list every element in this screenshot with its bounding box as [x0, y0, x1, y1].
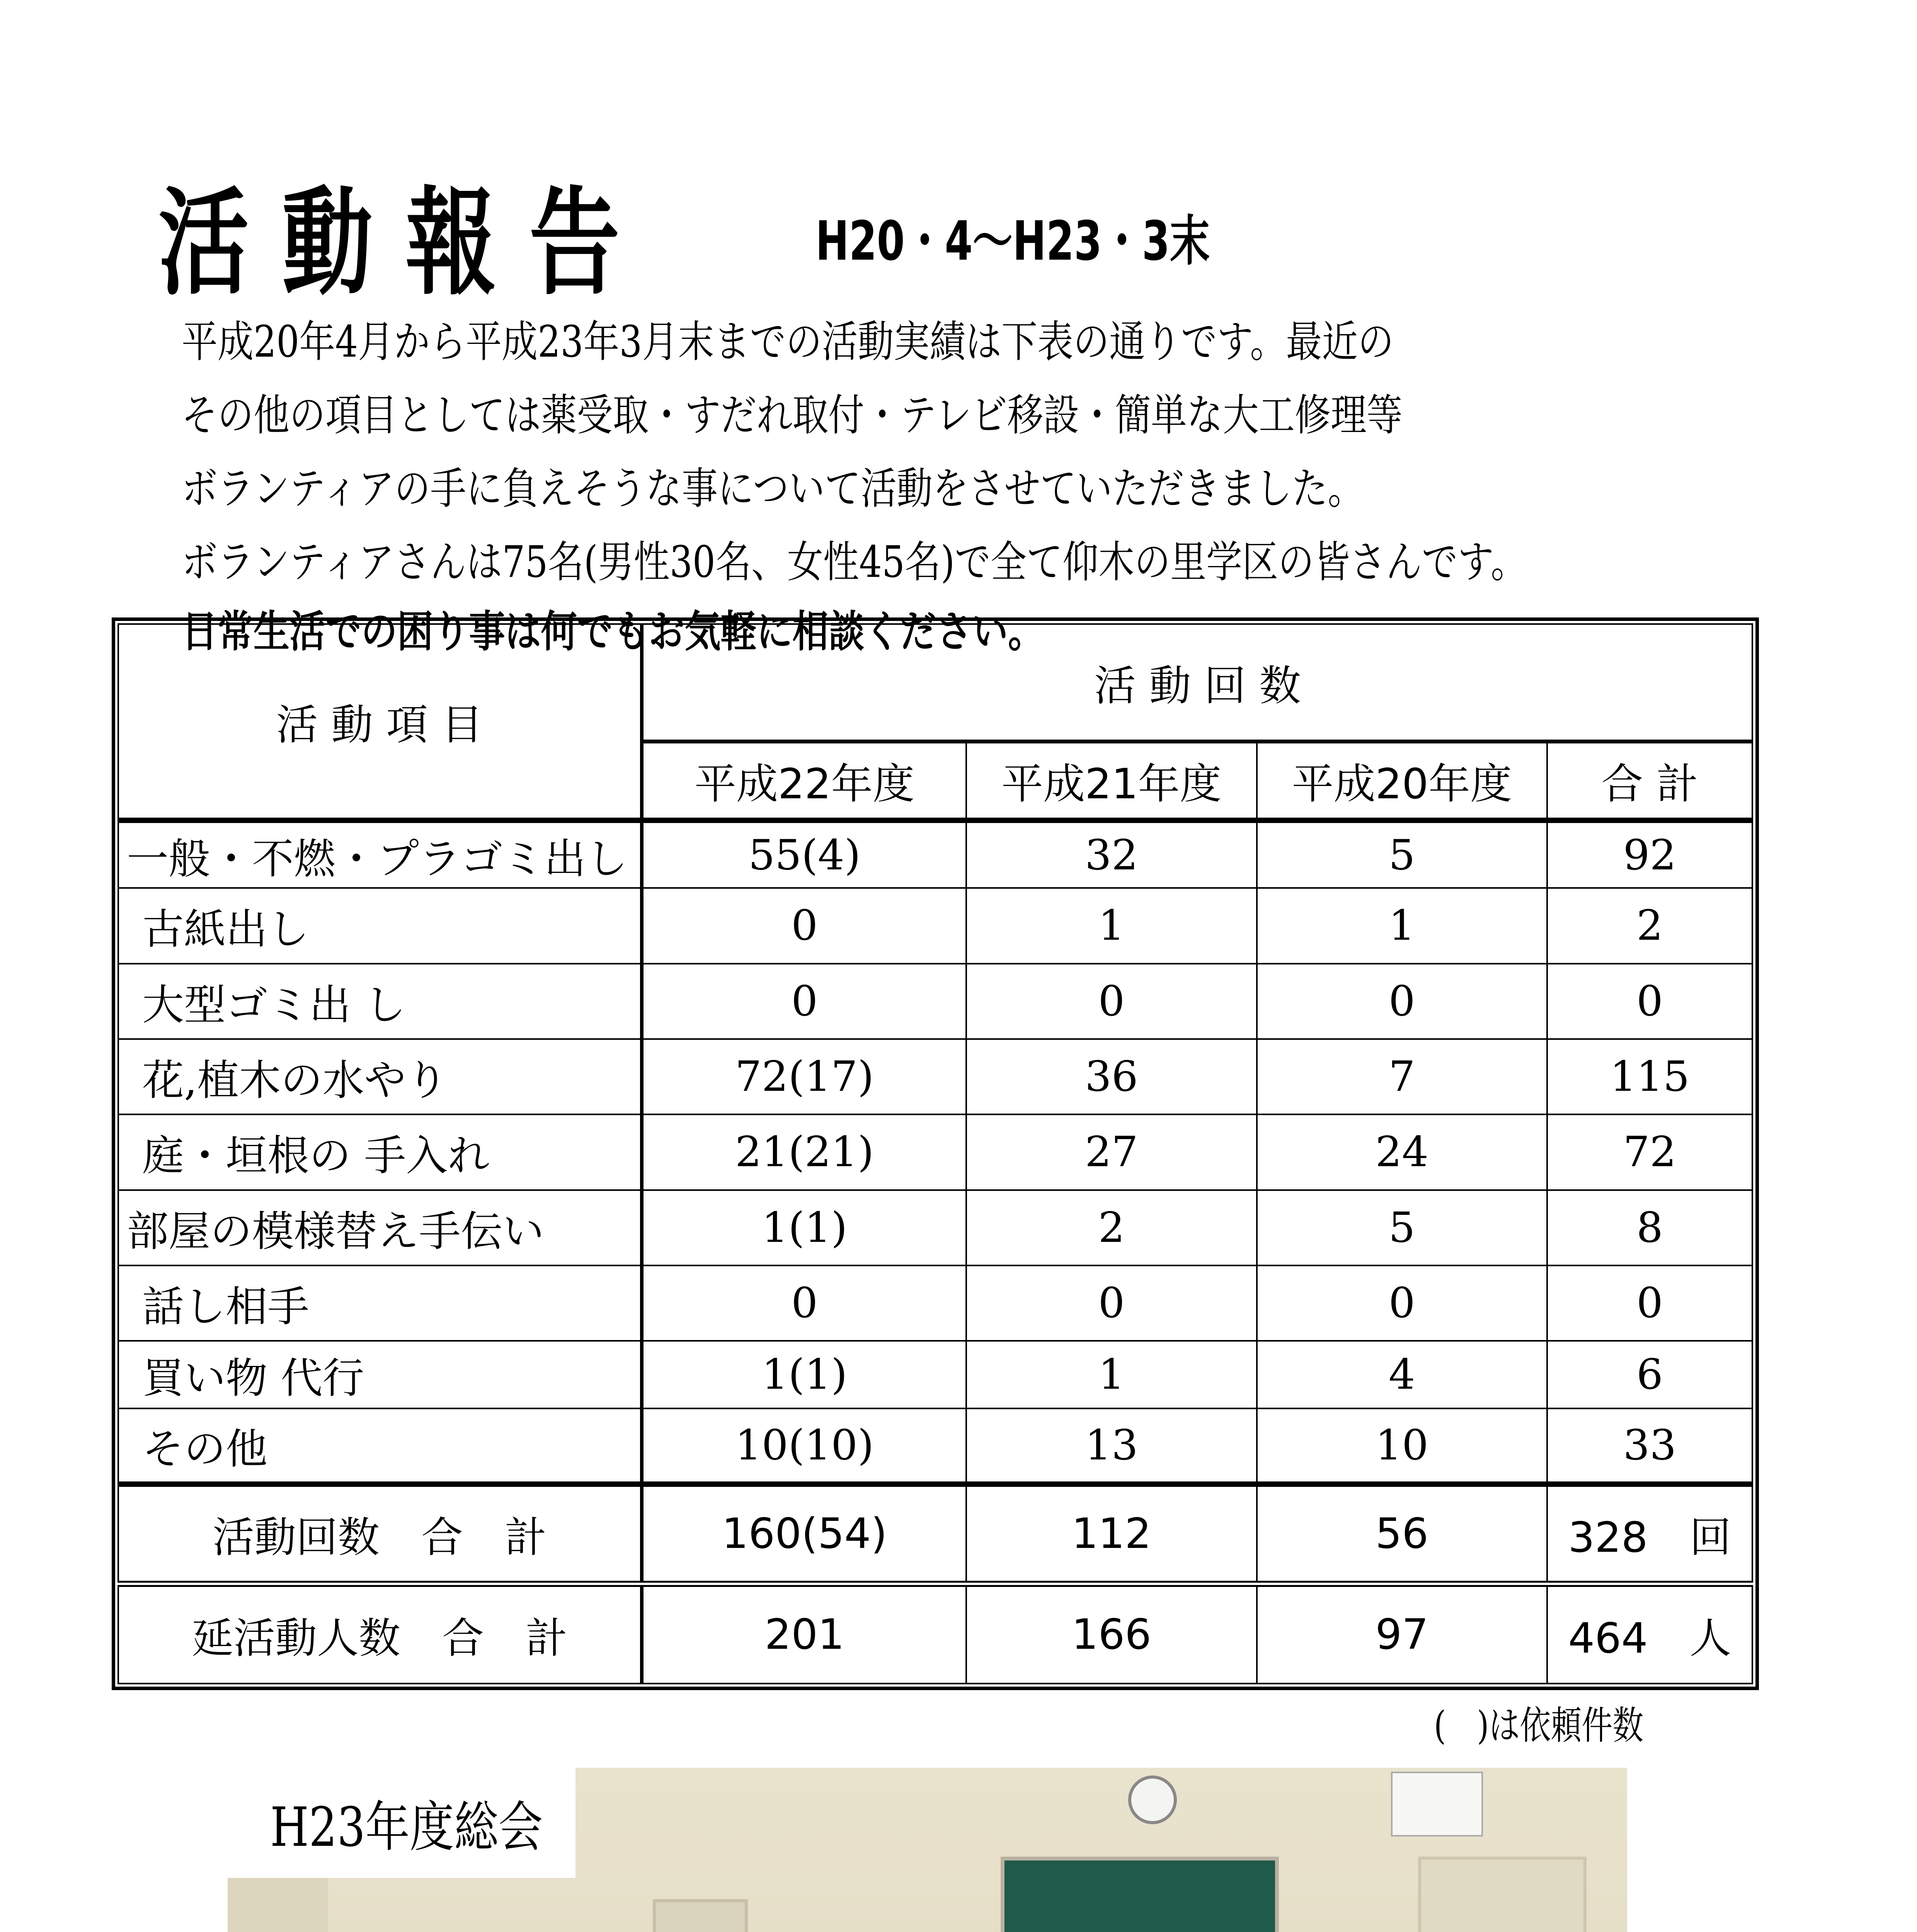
row-item: 古紙出し	[118, 888, 642, 963]
table-row	[118, 888, 1752, 963]
cell-total: 92	[1547, 820, 1752, 888]
table-row	[118, 1341, 1752, 1408]
cell-total: 115	[1547, 1039, 1752, 1114]
header-total: 合 計	[1547, 742, 1752, 820]
header-year-h22: 平成22年度	[642, 742, 967, 820]
meeting-photo	[228, 1768, 1627, 1932]
cell-h22: 1(1)	[642, 1190, 967, 1265]
header-year-h21: 平成21年度	[966, 742, 1256, 820]
cell-h22: 0	[642, 1265, 967, 1341]
cell-h21: 2	[966, 1190, 1256, 1265]
cell-h22: 10(10)	[642, 1408, 967, 1484]
cell-h21: 1	[966, 1341, 1256, 1408]
cell-h22: 0	[642, 964, 967, 1039]
blackboard	[1001, 1857, 1279, 1932]
report-period: H20・4～H23・3末	[815, 210, 1210, 273]
cell-total: 328 回	[1547, 1484, 1752, 1584]
cell-h21: 166	[966, 1584, 1256, 1684]
cell-h22: 201	[642, 1584, 967, 1684]
table-row	[118, 820, 1752, 888]
cell-h20: 5	[1257, 820, 1547, 888]
cell-h21: 36	[966, 1039, 1256, 1114]
table-total-row	[118, 1584, 1752, 1684]
report-title: 活動報告	[158, 176, 653, 311]
row-item: 買い物 代行	[118, 1341, 642, 1408]
cell-h22: 1(1)	[642, 1341, 967, 1408]
cell-total: 0	[1547, 964, 1752, 1039]
table-row	[118, 1408, 1752, 1484]
cell-h21: 112	[966, 1484, 1256, 1584]
cell-h20: 7	[1257, 1039, 1547, 1114]
intro-line: ボランティアの手に負えそうな事について活動をさせていただきました。	[182, 464, 1364, 514]
intro-line: その他の項目としては薬受取・すだれ取付・テレビ移設・簡単な大工修理等	[182, 390, 1403, 440]
cell-total: 72	[1547, 1114, 1752, 1190]
row-item: 話し相手	[118, 1265, 642, 1341]
total-count-label: 活動回数 合 計	[118, 1484, 642, 1584]
table-header-row	[118, 624, 1752, 742]
table-row	[118, 964, 1752, 1039]
page-title	[158, 170, 792, 311]
intro-paragraph	[182, 305, 1766, 665]
cell-h22: 0	[642, 888, 967, 963]
table-row	[118, 1265, 1752, 1341]
row-item: 庭・垣根の 手入れ	[118, 1114, 642, 1190]
cell-h20: 0	[1257, 1265, 1547, 1341]
table-row	[118, 1114, 1752, 1190]
cell-total: 6	[1547, 1341, 1752, 1408]
table-footnote: ( )は依頼件数	[1434, 1703, 1644, 1748]
row-item: 一般・不燃・プラゴミ出し	[118, 820, 642, 888]
door	[653, 1899, 748, 1932]
cell-total: 0	[1547, 1265, 1752, 1341]
cell-h22: 55(4)	[642, 820, 967, 888]
cell-h20: 10	[1257, 1408, 1547, 1484]
intro-emphasis: 日常生活での困り事は何でもお気軽に相談ください。	[182, 607, 1044, 657]
intro-line: ボランティアさんは75名(男性30名、女性45名)で全て仰木の里学区の皆さんです。	[182, 537, 1527, 587]
clock-icon	[1128, 1776, 1177, 1824]
header-activity-count: 活 動 回 数	[642, 624, 1752, 742]
cell-h21: 1	[966, 888, 1256, 963]
cell-h20: 0	[1257, 964, 1547, 1039]
cell-total: 464 人	[1547, 1584, 1752, 1684]
cell-h20: 4	[1257, 1341, 1547, 1408]
cell-total: 8	[1547, 1190, 1752, 1265]
table-total-row	[118, 1484, 1752, 1584]
intro-line: 平成20年4月から平成23年3月末までの活動実績は下表の通りです。最近の	[182, 317, 1394, 367]
total-persons-label: 延活動人数 合 計	[118, 1584, 642, 1684]
row-item: その他	[118, 1408, 642, 1484]
row-item: 花,植木の水やり	[118, 1039, 642, 1114]
wall-poster	[1391, 1772, 1483, 1837]
activity-table	[112, 617, 1759, 1690]
table-row	[118, 1190, 1752, 1265]
row-item: 部屋の模様替え手伝い	[118, 1190, 642, 1265]
cell-h20: 1	[1257, 888, 1547, 963]
cell-h21: 32	[966, 820, 1256, 888]
cell-h20: 5	[1257, 1190, 1547, 1265]
table-row	[118, 1039, 1752, 1114]
cell-h20: 24	[1257, 1114, 1547, 1190]
photo-caption: H23年度総会	[270, 1796, 543, 1859]
cell-h21: 0	[966, 1265, 1256, 1341]
cell-h20: 56	[1257, 1484, 1547, 1584]
cell-total: 33	[1547, 1408, 1752, 1484]
cell-h22: 160(54)	[642, 1484, 967, 1584]
header-year-h20: 平成20年度	[1257, 742, 1547, 820]
cell-h21: 27	[966, 1114, 1256, 1190]
cell-total: 2	[1547, 888, 1752, 963]
cell-h21: 0	[966, 964, 1256, 1039]
cell-h21: 13	[966, 1408, 1256, 1484]
door	[1418, 1857, 1587, 1932]
photo-caption-box	[228, 1768, 575, 1878]
row-item: 大型ゴミ出 し	[118, 964, 642, 1039]
cell-h22: 72(17)	[642, 1039, 967, 1114]
cell-h22: 21(21)	[642, 1114, 967, 1190]
header-activity-item: 活 動 項 目	[118, 624, 642, 820]
cell-h20: 97	[1257, 1584, 1547, 1684]
